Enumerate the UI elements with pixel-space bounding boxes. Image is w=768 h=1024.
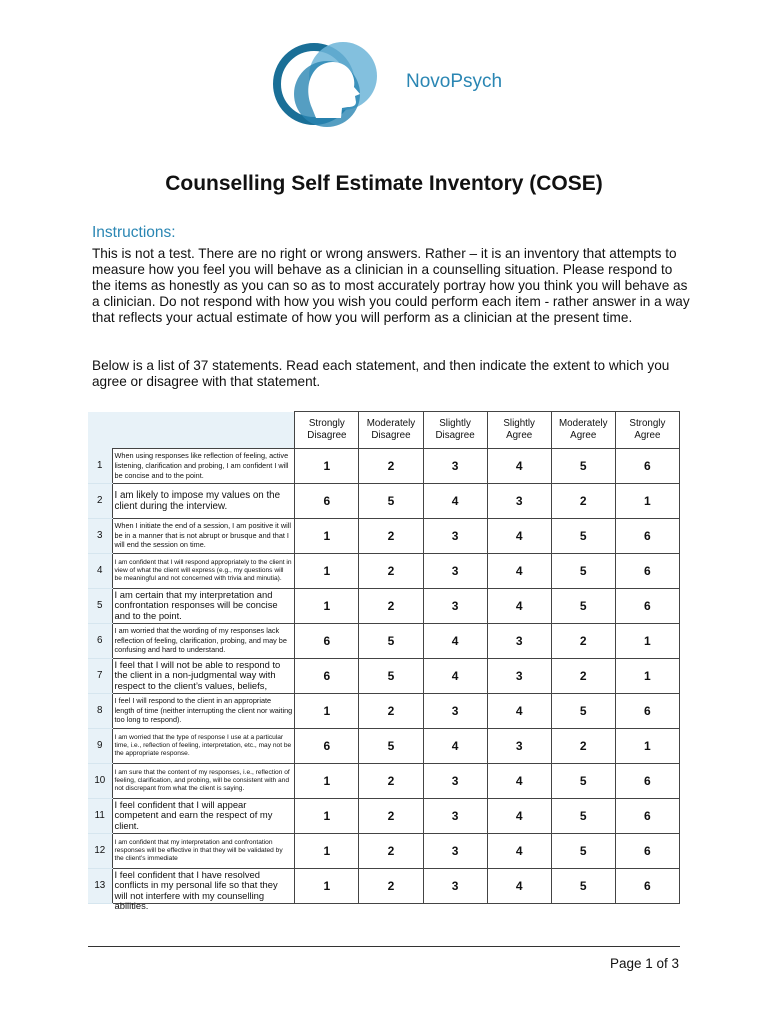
score-option[interactable]: 4 — [423, 623, 487, 658]
item-number: 4 — [88, 553, 112, 588]
item-statement: I am certain that my interpretation and confrontation responses will be concise and to the point. — [112, 588, 295, 623]
score-option[interactable]: 4 — [423, 658, 487, 693]
item-number: 2 — [88, 483, 112, 518]
score-option[interactable]: 5 — [359, 483, 423, 518]
score-option[interactable]: 6 — [615, 693, 679, 728]
score-option[interactable]: 5 — [551, 763, 615, 798]
column-header-moderately-disagree: Moderately Disagree — [359, 412, 423, 449]
table-row — [88, 798, 680, 833]
score-option[interactable]: 3 — [423, 868, 487, 903]
score-option[interactable]: 6 — [615, 868, 679, 903]
score-option[interactable]: 4 — [487, 798, 551, 833]
score-option[interactable]: 5 — [551, 868, 615, 903]
table-row — [88, 868, 680, 903]
score-option[interactable]: 5 — [551, 518, 615, 553]
table-row — [88, 833, 680, 868]
table-row — [88, 588, 680, 623]
score-option[interactable]: 1 — [295, 553, 359, 588]
table-row — [88, 518, 680, 553]
column-header-moderately-agree: Moderately Agree — [551, 412, 615, 449]
page-number: Page 1 of 3 — [609, 956, 679, 971]
score-option[interactable]: 3 — [423, 588, 487, 623]
score-option[interactable]: 1 — [615, 728, 679, 763]
item-statement: I am confident that my interpretation and confrontation responses will be effective in that they will be validated by the client’s immediate — [112, 833, 295, 868]
score-option[interactable]: 1 — [295, 763, 359, 798]
score-option[interactable]: 4 — [487, 553, 551, 588]
score-option[interactable]: 2 — [359, 763, 423, 798]
score-option[interactable]: 2 — [551, 623, 615, 658]
item-number: 6 — [88, 623, 112, 658]
score-option[interactable]: 2 — [359, 518, 423, 553]
score-option[interactable]: 6 — [615, 798, 679, 833]
item-number: 3 — [88, 518, 112, 553]
score-option[interactable]: 5 — [359, 658, 423, 693]
score-option[interactable]: 3 — [423, 518, 487, 553]
score-option[interactable]: 3 — [423, 763, 487, 798]
score-option[interactable]: 4 — [487, 449, 551, 484]
instructions-heading: Instructions: — [92, 224, 176, 241]
item-statement: I feel that I will not be able to respond to the client in a non-judgmental way with respect to the client’s values, beliefs, — [112, 658, 295, 693]
score-option[interactable]: 1 — [295, 693, 359, 728]
footer-divider — [88, 946, 680, 947]
score-option[interactable]: 2 — [359, 693, 423, 728]
score-option[interactable]: 1 — [615, 623, 679, 658]
score-option[interactable]: 2 — [359, 833, 423, 868]
table-row — [88, 449, 680, 484]
score-option[interactable]: 2 — [359, 798, 423, 833]
score-option[interactable]: 1 — [615, 658, 679, 693]
column-header-slightly-agree: Slightly Agree — [487, 412, 551, 449]
score-option[interactable]: 2 — [359, 449, 423, 484]
score-option[interactable]: 3 — [423, 798, 487, 833]
score-option[interactable]: 2 — [551, 658, 615, 693]
score-option[interactable]: 1 — [615, 483, 679, 518]
table-row — [88, 553, 680, 588]
score-option[interactable]: 4 — [487, 763, 551, 798]
column-header-strongly-agree: Strongly Agree — [615, 412, 679, 449]
brand-name: NovoPsych — [406, 71, 503, 92]
score-option[interactable]: 4 — [487, 833, 551, 868]
score-option[interactable]: 4 — [487, 588, 551, 623]
score-option[interactable]: 6 — [615, 763, 679, 798]
item-number: 1 — [88, 449, 112, 484]
score-option[interactable]: 6 — [615, 518, 679, 553]
score-option[interactable]: 5 — [551, 833, 615, 868]
score-option[interactable]: 3 — [423, 693, 487, 728]
score-option[interactable]: 2 — [359, 588, 423, 623]
table-row — [88, 763, 680, 798]
item-number: 7 — [88, 658, 112, 693]
score-option[interactable]: 5 — [551, 449, 615, 484]
head-profile-logo — [270, 30, 385, 130]
score-option[interactable]: 1 — [295, 588, 359, 623]
score-option[interactable]: 2 — [359, 553, 423, 588]
score-option[interactable]: 2 — [551, 483, 615, 518]
score-option[interactable]: 5 — [551, 553, 615, 588]
item-statement: I am worried that the type of response I use at a particular time, i.e., reflection of feeling, interpretation, etc., may not be the appropriate response. — [112, 728, 295, 763]
score-option[interactable]: 1 — [295, 449, 359, 484]
score-option[interactable]: 6 — [295, 728, 359, 763]
score-option[interactable]: 1 — [295, 798, 359, 833]
item-number: 5 — [88, 588, 112, 623]
score-option[interactable]: 5 — [359, 728, 423, 763]
score-option[interactable]: 5 — [359, 623, 423, 658]
score-option[interactable]: 1 — [295, 518, 359, 553]
score-option[interactable]: 6 — [615, 588, 679, 623]
score-option[interactable]: 4 — [423, 728, 487, 763]
score-option[interactable]: 3 — [423, 833, 487, 868]
item-statement: I feel confident that I have resolved conflicts in my personal life so that they will not interfere with my counselling abilities. — [112, 868, 295, 903]
score-option[interactable]: 5 — [551, 798, 615, 833]
score-option[interactable]: 3 — [487, 728, 551, 763]
table-row — [88, 483, 680, 518]
rating-table — [88, 411, 680, 912]
score-option[interactable]: 2 — [359, 868, 423, 903]
item-number: 12 — [88, 833, 112, 868]
header-statement-cell — [112, 412, 295, 449]
score-option[interactable]: 2 — [551, 728, 615, 763]
item-number: 13 — [88, 868, 112, 903]
score-option[interactable]: 3 — [423, 553, 487, 588]
column-header-strongly-disagree: Strongly Disagree — [295, 412, 359, 449]
item-number: 9 — [88, 728, 112, 763]
score-option[interactable]: 6 — [615, 553, 679, 588]
table-row — [88, 728, 680, 763]
score-option[interactable]: 1 — [295, 868, 359, 903]
score-option[interactable]: 3 — [423, 449, 487, 484]
score-option[interactable]: 6 — [615, 833, 679, 868]
score-option[interactable]: 3 — [487, 483, 551, 518]
table-row — [88, 693, 680, 728]
item-statement: I feel confident that I will appear competent and earn the respect of my client. — [112, 798, 295, 833]
item-statement: I am likely to impose my values on the client during the interview. — [112, 483, 295, 518]
score-option[interactable]: 3 — [487, 623, 551, 658]
page-title: Counselling Self Estimate Inventory (COSE) — [165, 172, 603, 195]
item-number: 11 — [88, 798, 112, 833]
score-option[interactable]: 6 — [295, 483, 359, 518]
score-option[interactable]: 4 — [487, 518, 551, 553]
item-statement: I am worried that the wording of my responses lack reflection of feeling, clarification, probing, and may be confusing and hard to understand. — [112, 623, 295, 658]
score-option[interactable]: 5 — [551, 588, 615, 623]
score-option[interactable]: 5 — [551, 693, 615, 728]
item-statement: I am sure that the content of my responses, i.e., reflection of feeling, clarification, and probing, will be consistent with and not discrepant from what the client is saying. — [112, 763, 295, 798]
column-header-slightly-disagree: Slightly Disagree — [423, 412, 487, 449]
score-option[interactable]: 4 — [423, 483, 487, 518]
table-row — [88, 658, 680, 693]
table-row — [88, 623, 680, 658]
item-statement: I am confident that I will respond appropriately to the client in view of what the client will express (e.g., my questions will be meaningful and not concerned with trivia and minutia). — [112, 553, 295, 588]
table-header-row — [88, 412, 680, 449]
score-option[interactable]: 4 — [487, 693, 551, 728]
score-option[interactable]: 1 — [295, 833, 359, 868]
item-statement: When I initiate the end of a session, I am positive it will be in a manner that is not abrupt or brusque and that I will end the session on time. — [112, 518, 295, 553]
score-option[interactable]: 6 — [295, 658, 359, 693]
item-statement: When using responses like reflection of feeling, active listening, clarification and probing, I am confident I will be concise and to the point. — [112, 449, 295, 484]
instructions-paragraph-2: Below is a list of 37 statements. Read each statement, and then indicate the extent to which you agree or disagree with that statement. — [92, 358, 670, 389]
score-option[interactable]: 6 — [615, 449, 679, 484]
score-option[interactable]: 4 — [487, 868, 551, 903]
score-option[interactable]: 3 — [487, 658, 551, 693]
item-number: 10 — [88, 763, 112, 798]
item-statement: I feel I will respond to the client in an appropriate length of time (neither interrupting the client nor waiting too long to respond). — [112, 693, 295, 728]
header-num-cell — [88, 412, 112, 449]
item-number: 8 — [88, 693, 112, 728]
score-option[interactable]: 6 — [295, 623, 359, 658]
instructions-paragraph: This is not a test. There are no right or wrong answers. Rather – it is an inventory that attempts to measure how you feel you will behave as a clinician in a counselling situation. Please respond to the items as honestly as you can so as to most accurately portray how you think you will behave as a clinician. Do not respond with how you wish you could perform each item - rather answer in a way that reflects your actual estimate of how you will perform as a clinician at the present time. — [92, 246, 690, 325]
